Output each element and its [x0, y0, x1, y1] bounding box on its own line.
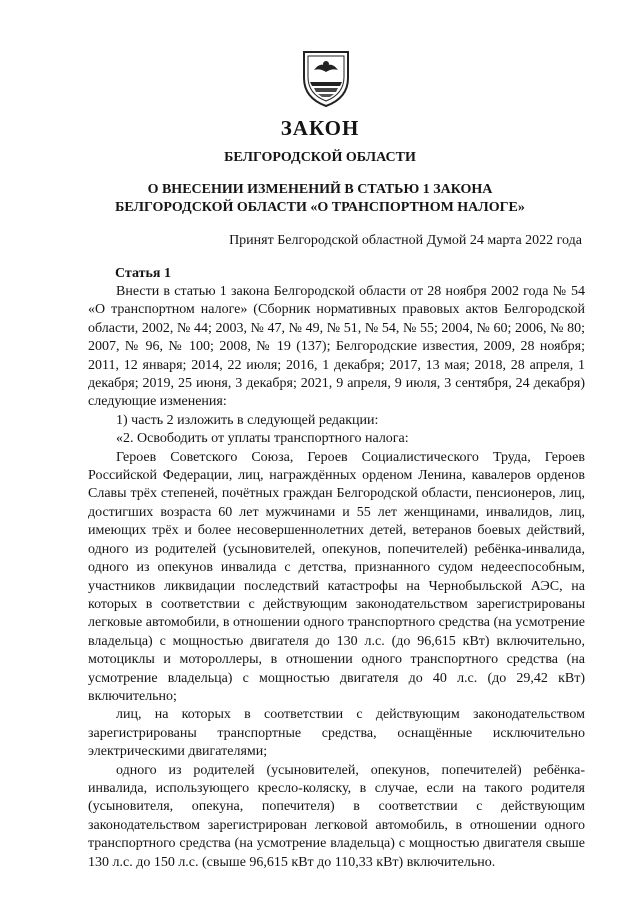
subtitle-line-2: БЕЛГОРОДСКОЙ ОБЛАСТИ «О ТРАНСПОРТНОМ НАЛОГЕ» — [115, 200, 525, 215]
paragraph-part-2-intro: «2. Освободить от уплаты транспортного налога: — [116, 431, 409, 447]
document-region: БЕЛГОРОДСКОЙ ОБЛАСТИ — [224, 150, 416, 165]
coat-of-arms-icon — [300, 48, 352, 108]
paragraph-item-1: 1) часть 2 изложить в следующей редакции: — [116, 412, 379, 428]
paragraph-amendment-intro: Внести в статью 1 закона Белгородской области от 28 ноября 2002 года № 54 «О транспортном налоге» (Сборник нормативных правовых актов Белгородской области, 2002, № 44; 2003, № 47, № 49, № 51, № 54, № 55; 2004, № 60; 2006, № 80; 2007, № 96, № 100; 2008, № 19 (137); Белгородские известия, 2009, 28 ноября; 2011, 12 января; 2014, 22 июля; 2016, 1 декабря; 2017, 13 мая; 2018, 28 апреля, 1 декабря; 2019, 25 июня, 3 декабря; 2021, 9 апреля, 9 июля, 3 сентября, 24 декабря) следующие изменения: — [88, 284, 585, 410]
paragraph-electric-vehicles: лиц, на которых в соответствии с действующим законодательством зарегистрированы транспортные средства, оснащённые исключительно электрическими двигателями; — [88, 707, 585, 760]
adoption-date: Принят Белгородской областной Думой 24 марта 2022 года — [229, 233, 582, 248]
subtitle-line-1: О ВНЕСЕНИИ ИЗМЕНЕНИЙ В СТАТЬЮ 1 ЗАКОНА — [147, 182, 493, 197]
document-title: ЗАКОН — [280, 116, 360, 140]
article-heading: Статья 1 — [115, 266, 171, 281]
article-body — [88, 283, 585, 872]
paragraph-exempt-persons: Героев Советского Союза, Героев Социалистического Труда, Героев Российской Федерации, лиц, награждённых орденом Ленина, кавалеров орденов Славы трёх степеней, почётных граждан Белгородской области, пенсионеров, лиц, достигших возраста 60 лет мужчинами и 55 лет женщинами, инвалидов, лиц, имеющих трёх и более несовершеннолетних детей, ветеранов боевых действий, одного из родителей (усыновителей, опекунов, попечителей) ребёнка-инвалида, одного из опекунов инвалида с детства, признанного судом недееспособным, участников ликвидации последствий катастрофы на Чернобыльской АЭС, на которых в соответствии с действующим законодательством зарегистрированы легковые автомобили, в отношении одного транспортного средства (на усмотрение владельца) с мощностью двигателя до 130 л.с. (до 96,615 кВт) включительно, мотоциклы и мотороллеры, в отношении одного транспортного средства (на усмотрение владельца) с мощностью двигателя до 40 л.с. (до 29,42 кВт) включительно; — [88, 449, 585, 704]
paragraph-wheelchair-parent: одного из родителей (усыновителей, опекунов, попечителей) ребёнка-инвалида, использующего кресло-коляску, в случае, если на такого родителя (усыновителя, опекуна, попечителя) в соответствии с действующим законодательством зарегистрирован легковой автомобиль, в отношении одного транспортного средства (на усмотрение владельца) с мощностью двигателя свыше 130 л.с. до 150 л.с. (свыше 96,615 кВт до 110,33 кВт) включительно. — [88, 762, 585, 870]
document-subtitle — [60, 181, 580, 217]
